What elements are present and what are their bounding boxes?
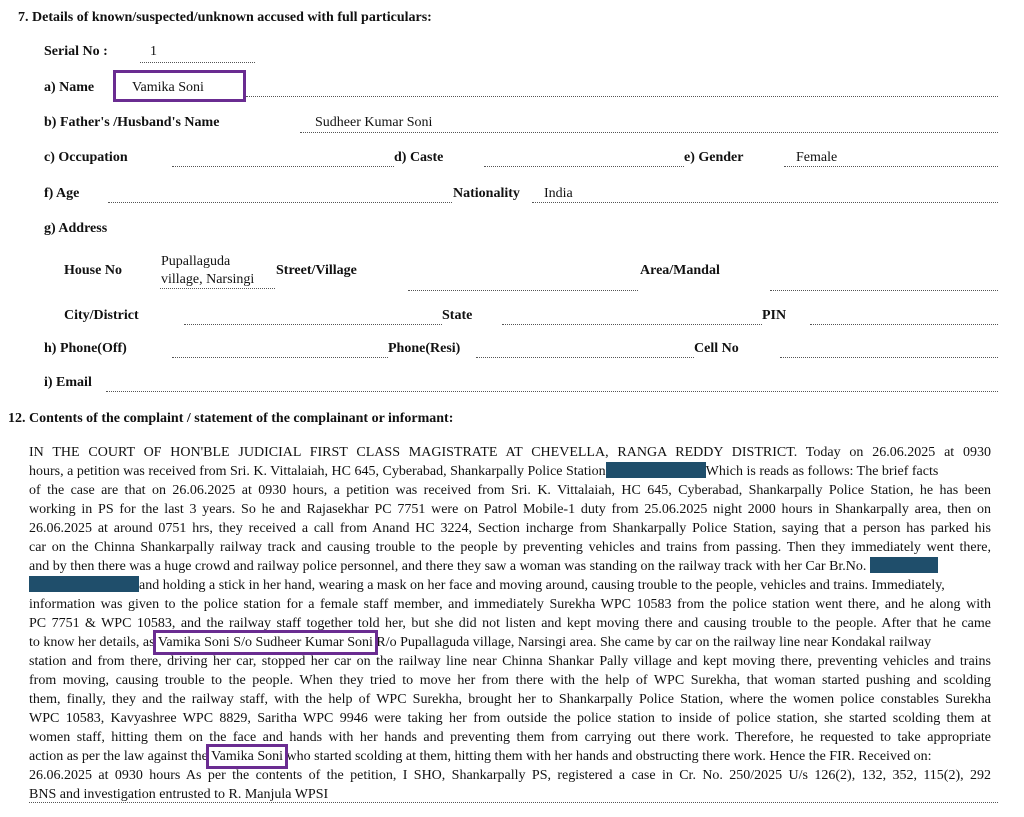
- serial-value: 1: [150, 44, 157, 59]
- nationality-line: [532, 202, 998, 203]
- complaint-line: working in PS for the last 3 years. So he and Rajasekhar PC 7751 were on Patrol Mobile-1 duty from 25.06.2025 night 2000 hours in Shankarpally area, then on: [29, 502, 991, 517]
- caste-label: d) Caste: [394, 150, 444, 165]
- phone-off-line: [172, 357, 388, 358]
- complaint-text-fragment: action as per the law against the: [29, 749, 208, 764]
- email-label: i) Email: [44, 375, 92, 390]
- street-line: [408, 290, 638, 291]
- area-label: Area/Mandal: [640, 263, 720, 278]
- phone-resi-label: Phone(Resi): [388, 341, 461, 356]
- phone-off-label: h) Phone(Off): [44, 341, 127, 356]
- pin-line: [810, 324, 998, 325]
- redaction-block: [29, 576, 139, 592]
- gender-value: Female: [796, 150, 838, 165]
- nationality-value: India: [544, 186, 573, 201]
- complaint-line: [29, 576, 991, 595]
- complaint-text: [29, 443, 991, 804]
- complaint-line: car on the Chinna Shankarpally railway track and causing trouble to the people by preventing vehicles and trains from passing. Then they immediately went there,: [29, 540, 991, 555]
- occupation-line: [172, 166, 394, 167]
- section-7-heading: 7. Details of known/suspected/unknown accused with full particulars:: [18, 10, 432, 25]
- city-line: [184, 324, 442, 325]
- complaint-line: WPC 10583, Kavyashree WPC 8829, Saritha WPC 9946 were taking her from outside the police station to inside of police station, she started scolding them at: [29, 711, 991, 726]
- gender-label: e) Gender: [684, 150, 744, 165]
- complaint-line: BNS and investigation entrusted to R. Manjula WPSI: [29, 787, 329, 802]
- accused-highlight-2: Vamika Soni: [211, 749, 284, 764]
- name-value: Vamika Soni: [132, 80, 204, 95]
- phone-resi-line: [476, 357, 694, 358]
- age-line: [108, 202, 452, 203]
- complaint-text-fragment: to know her details, as: [29, 635, 155, 650]
- house-label: House No: [64, 263, 122, 278]
- complaint-line: from moving, causing trouble to the people. When they tried to move her from there with the help of WPC Surekha, that woman started pushing and scolding: [29, 673, 991, 688]
- father-label: b) Father's /Husband's Name: [44, 115, 220, 130]
- occupation-label: c) Occupation: [44, 150, 128, 165]
- complaint-line: 26.06.2025 at around 0751 hrs, they received a call from Anand HC 3224, Section incharge from Shankarpally Police Station, saying that a person has parked his: [29, 521, 991, 536]
- cell-label: Cell No: [694, 341, 739, 356]
- complaint-line: information was given to the police station for a female staff member, and immediately Surekha WPC 10583 from the police station went there, and he along with: [29, 597, 991, 612]
- complaint-text-fragment: and by then there was a huge crowd and railway police personnel, and there they saw a woman was standing on the railway track with her Car Br.No.: [29, 559, 867, 574]
- complaint-line: [29, 462, 991, 481]
- complaint-line: women staff, hitting them on the face and hands with her hands and preventing them from carrying out there work. Therefore, he requested to take appropriate: [29, 730, 991, 745]
- complaint-text-fragment: hours, a petition was received from Sri. K. Vittalaiah, HC 645, Cyberabad, Shankarpally Police Station: [29, 464, 606, 479]
- email-line: [106, 391, 998, 392]
- accused-highlight-1: Vamika Soni S/o Sudheer Kumar Soni: [157, 635, 373, 650]
- street-label: Street/Village: [276, 263, 357, 278]
- complaint-line: them, finally, they and the railway staff, with the help of WPC Surekha, brought her to Shankarpally Police Station, where the women police constables Surekha: [29, 692, 991, 707]
- name-label: a) Name: [44, 80, 95, 95]
- complaint-line: 26.06.2025 at 0930 hours As per the contents of the petition, I SHO, Shankarpally PS, registered a case in Cr. No. 250/2025 U/s 126(2), 132, 352, 115(2), 292: [29, 768, 991, 783]
- gender-line: [784, 166, 998, 167]
- name-highlight-box: [113, 70, 246, 102]
- complaint-line: [29, 747, 991, 766]
- house-value: [161, 253, 254, 289]
- complaint-line: station and from there, driving her car, stopped her car on the railway line near Chinna Shankar Pally village and kept moving there, preventing vehicles and trains: [29, 654, 991, 669]
- complaint-line: PC 7751 & WPC 10583, and the railway staff together told her, but she did not listen and kept moving there and causing trouble to the people. After that he came: [29, 616, 991, 631]
- city-label: City/District: [64, 308, 139, 323]
- nationality-label: Nationality: [453, 186, 520, 201]
- serial-label: Serial No :: [44, 44, 108, 59]
- father-value: Sudheer Kumar Soni: [315, 115, 433, 130]
- house-value-line-2: village, Narsingi: [161, 272, 255, 287]
- redaction-block: [606, 462, 706, 478]
- age-label: f) Age: [44, 186, 80, 201]
- cell-line: [780, 357, 998, 358]
- complaint-line: of the case are that on 26.06.2025 at 0930 hours, a petition was received from Sri. K. Vittalaiah, HC 645, Cyberabad, Shankarpally Police Station, he has been: [29, 483, 991, 498]
- area-line: [770, 290, 998, 291]
- father-line: [300, 132, 998, 133]
- state-line: [502, 324, 762, 325]
- complaint-text-fragment: and holding a stick in her hand, wearing a mask on her face and moving around, causing trouble to the people, vehicles and trains. Immediately,: [139, 578, 945, 593]
- redaction-block: [870, 557, 938, 573]
- caste-line: [484, 166, 684, 167]
- complaint-text-fragment: who started scolding at them, hitting them with her hands and obstructing there work. Hence the FIR. Received on:: [286, 749, 932, 764]
- complaint-line: [29, 633, 991, 652]
- house-value-line-1: Pupallaguda: [161, 254, 231, 269]
- complaint-line: IN THE COURT OF HON'BLE JUDICIAL FIRST CLASS MAGISTRATE AT CHEVELLA, RANGA REDDY DISTRICT. Today on 26.06.2025 at 0930: [29, 445, 991, 460]
- section-12-heading: 12. Contents of the complaint / statement of the complainant or informant:: [8, 411, 454, 426]
- complaint-text-fragment: R/o Pupallaguda village, Narsingi area. She came by car on the railway line near Kondakal railway: [376, 635, 932, 650]
- house-line: [160, 288, 275, 289]
- pin-label: PIN: [762, 308, 787, 323]
- complaint-end-line: [29, 802, 998, 803]
- complaint-text-fragment: Which is reads as follows: The brief facts: [705, 464, 939, 479]
- state-label: State: [442, 308, 473, 323]
- complaint-line: [29, 557, 991, 576]
- address-label: g) Address: [44, 221, 108, 236]
- name-line: [246, 96, 998, 97]
- serial-line: [140, 62, 255, 63]
